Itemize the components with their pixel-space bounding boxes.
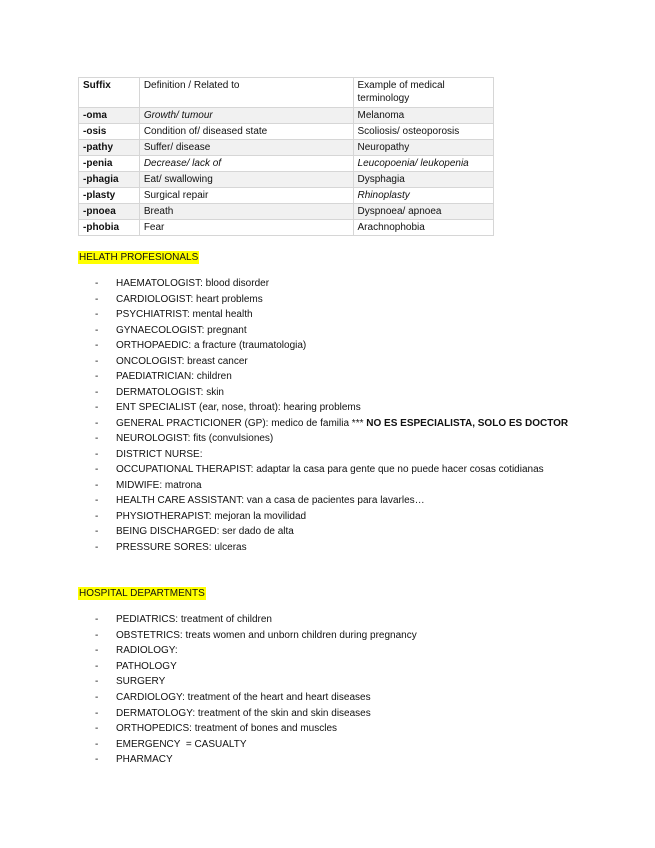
table-header-row <box>79 78 494 108</box>
bullet-dash: - <box>95 691 99 703</box>
cell-definition: Surgical repair <box>139 188 353 204</box>
bullet-dash: - <box>95 676 99 688</box>
bullet-dash: - <box>95 510 99 522</box>
list-item-text: BEING DISCHARGED: ser dado de alta <box>116 526 294 537</box>
list-item-text: PRESSURE SORES: ulceras <box>116 541 247 553</box>
list-item <box>78 447 568 463</box>
bullet-dash: - <box>95 479 99 491</box>
bullet-dash: - <box>95 324 99 336</box>
cell-suffix: -plasty <box>79 188 140 204</box>
list-item <box>78 369 568 385</box>
bullet-dash: - <box>95 402 99 413</box>
list-item-text: PHYSIOTHERAPIST: mejoran la movilidad <box>116 510 307 522</box>
cell-definition: Fear <box>139 220 353 236</box>
list-item-text: CARDIOLOGY: treatment of the heart and heart diseases <box>116 691 371 703</box>
list-item-text: ONCOLOGIST: breast cancer <box>116 355 248 367</box>
bullet-dash: - <box>95 309 99 320</box>
list-item <box>78 276 568 292</box>
list-item-text: PHARMACY <box>116 754 173 766</box>
table-row <box>79 124 494 140</box>
cell-example: Arachnophobia <box>353 220 493 236</box>
list-item <box>78 706 417 722</box>
list-item <box>78 721 417 737</box>
cell-example: Melanoma <box>353 108 493 124</box>
bullet-dash: - <box>95 355 99 367</box>
bullet-dash: - <box>95 707 99 719</box>
list-item <box>78 540 568 556</box>
cell-suffix: -pnoea <box>79 204 140 220</box>
list-item-text: DISTRICT NURSE: <box>116 448 203 460</box>
list-item <box>78 659 417 675</box>
bullet-dash: - <box>95 629 99 641</box>
bullet-dash: - <box>95 526 99 537</box>
list-item-text: DERMATOLOGY: treatment of the skin and skin diseases <box>116 707 371 719</box>
cell-definition: Breath <box>139 204 353 220</box>
cell-example: Rhinoplasty <box>353 188 493 204</box>
bullet-dash: - <box>95 660 99 672</box>
cell-suffix: -oma <box>79 108 140 124</box>
cell-suffix: -osis <box>79 124 140 140</box>
bullet-dash: - <box>95 754 99 766</box>
list-item <box>78 323 568 339</box>
table-row <box>79 172 494 188</box>
cell-definition: Condition of/ diseased state <box>139 124 353 140</box>
bullet-dash: - <box>95 371 99 382</box>
list-item-text: DERMATOLOGIST: skin <box>116 386 224 398</box>
table-row <box>79 204 494 220</box>
bullet-dash: - <box>95 433 99 444</box>
list-item <box>78 385 568 401</box>
header-definition: Definition / Related to <box>139 78 353 108</box>
cell-example: Neuropathy <box>353 140 493 156</box>
list-item <box>78 752 417 768</box>
list-item-text: NEUROLOGIST: fits (convulsiones) <box>116 433 274 444</box>
cell-definition: Growth/ tumour <box>139 108 353 124</box>
list-item <box>78 354 568 370</box>
cell-suffix: -phobia <box>79 220 140 236</box>
cell-definition: Decrease/ lack of <box>139 156 353 172</box>
bullet-dash: - <box>95 614 99 625</box>
list-item <box>78 690 417 706</box>
list-item-text: SURGERY <box>116 676 166 688</box>
bullet-dash: - <box>95 340 99 351</box>
list-item <box>78 493 568 509</box>
bullet-dash: - <box>95 495 99 506</box>
table-row <box>79 108 494 124</box>
cell-suffix: -penia <box>79 156 140 172</box>
list-item <box>78 416 568 432</box>
list-item-text: GYNAECOLOGIST: pregnant <box>116 324 247 336</box>
cell-definition: Eat/ swallowing <box>139 172 353 188</box>
list-item-text: PAEDIATRICIAN: children <box>116 371 232 382</box>
list-item-text: PATHOLOGY <box>116 660 177 672</box>
header-suffix: Suffix <box>79 78 140 108</box>
list-item-text: MIDWIFE: matrona <box>116 479 202 491</box>
cell-suffix: -pathy <box>79 140 140 156</box>
table-row <box>79 220 494 236</box>
gp-note: NO ES ESPECIALISTA, SOLO ES DOCTOR <box>366 417 569 429</box>
list-item-text: PEDIATRICS: treatment of children <box>116 614 272 625</box>
list-item <box>78 674 417 690</box>
list-item <box>78 292 568 308</box>
list-item-text: HAEMATOLOGIST: blood disorder <box>116 278 270 289</box>
hospital-departments-heading: HOSPITAL DEPARTMENTS <box>79 588 205 599</box>
list-item <box>78 431 568 447</box>
health-professionals-heading: HELATH PROFESIONALS <box>79 252 199 263</box>
list-item <box>78 612 417 628</box>
bullet-dash: - <box>95 738 99 750</box>
list-item-text: PSYCHIATRIST: mental health <box>116 309 253 320</box>
list-item <box>78 643 417 659</box>
table-row <box>79 188 494 204</box>
cell-definition: Suffer/ disease <box>139 140 353 156</box>
list-item <box>78 737 417 753</box>
list-item <box>78 478 568 494</box>
list-item <box>78 400 568 416</box>
table-row <box>79 156 494 172</box>
list-item-text: GENERAL PRACTICIONER (GP): medico de familia *** <box>116 417 364 429</box>
bullet-dash: - <box>95 293 99 305</box>
list-item-text: ENT SPECIALIST (ear, nose, throat): hearing problems <box>116 402 361 413</box>
list-item <box>78 509 568 525</box>
cell-example: Dysphagia <box>353 172 493 188</box>
cell-example: Dyspnoea/ apnoea <box>353 204 493 220</box>
cell-example: Leucopoenia/ leukopenia <box>353 156 493 172</box>
list-item-text: ORTHOPEDICS: treatment of bones and muscles <box>116 723 338 735</box>
list-item <box>78 307 568 323</box>
cell-example: Scoliosis/ osteoporosis <box>353 124 493 140</box>
header-example: Example of medical terminology <box>353 78 493 108</box>
list-item-text: ORTHOPAEDIC: a fracture (traumatologia) <box>116 340 307 351</box>
list-item <box>78 338 568 354</box>
list-item-text: HEALTH CARE ASSISTANT: van a casa de pacientes para lavarles… <box>116 495 425 506</box>
list-item <box>78 462 568 478</box>
list-item-text: EMERGENCY = CASUALTY <box>116 738 247 750</box>
hospital-departments-list <box>78 612 417 768</box>
bullet-dash: - <box>95 386 99 398</box>
bullet-dash: - <box>95 464 99 475</box>
list-item <box>78 524 568 540</box>
bullet-dash: - <box>95 278 99 289</box>
list-item-text: CARDIOLOGIST: heart problems <box>116 293 263 305</box>
table-row <box>79 140 494 156</box>
bullet-dash: - <box>95 448 99 460</box>
cell-suffix: -phagia <box>79 172 140 188</box>
bullet-dash: - <box>95 541 99 553</box>
bullet-dash: - <box>95 645 99 657</box>
list-item-text: OCCUPATIONAL THERAPIST: adaptar la casa para gente que no puede hacer cosas cotidianas <box>116 464 544 475</box>
list-item <box>78 628 417 644</box>
bullet-dash: - <box>95 417 99 429</box>
list-item-text: RADIOLOGY: <box>116 645 178 657</box>
suffix-table <box>78 77 494 236</box>
bullet-dash: - <box>95 723 99 735</box>
health-professionals-list <box>78 276 568 555</box>
list-item-text: OBSTETRICS: treats women and unborn children during pregnancy <box>116 629 417 641</box>
